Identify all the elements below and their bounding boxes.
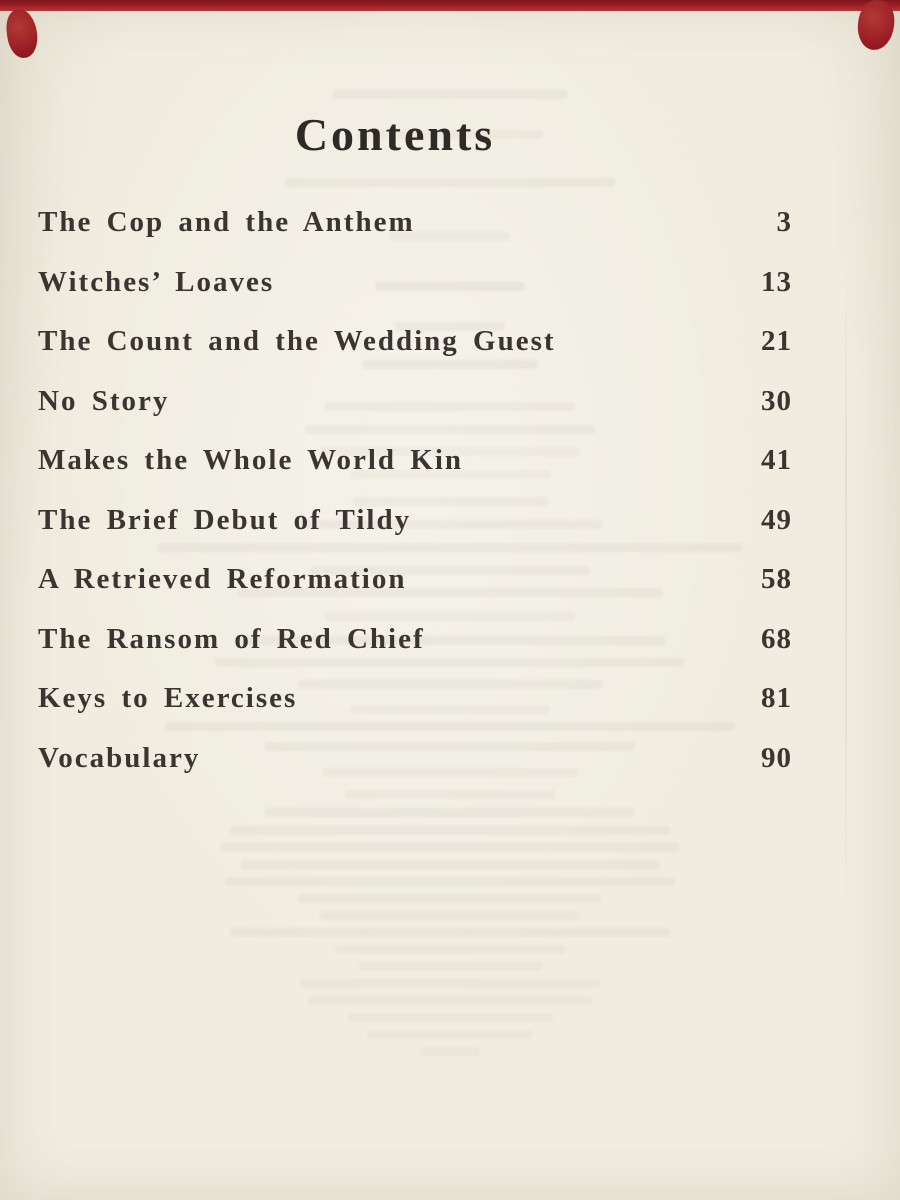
toc-entry-title: The Brief Debut of Tildy [38, 503, 412, 536]
red-cover-corner-left [4, 7, 40, 59]
toc-entry-page: 58 [761, 563, 792, 595]
bleedthrough-line [298, 894, 603, 903]
bleedthrough-line [320, 911, 580, 920]
toc-entry-title: Makes the Whole World Kin [38, 444, 464, 476]
toc-entry-page: 13 [761, 265, 792, 298]
bleedthrough-line [240, 860, 660, 869]
toc-row [38, 266, 792, 326]
bleedthrough-line [230, 826, 670, 835]
bleedthrough-line [368, 1030, 533, 1039]
bleedthrough-line [285, 178, 615, 187]
paper-crease [845, 260, 847, 940]
toc-entry-title: The Count and the Wedding Guest [38, 325, 556, 357]
bleedthrough-line [300, 979, 600, 988]
toc-row [38, 742, 792, 802]
bleedthrough-line [225, 877, 675, 886]
toc-entry-title: A Retrieved Reformation [38, 563, 407, 595]
bleedthrough-line [333, 90, 568, 99]
toc-row [38, 385, 792, 445]
toc-row [38, 504, 792, 564]
toc-entry-title: Vocabulary [38, 741, 201, 774]
toc-row [38, 206, 792, 266]
toc-row [38, 444, 792, 504]
toc-entry-page: 41 [761, 444, 792, 476]
red-cover-edge-top [0, 0, 900, 11]
table-of-contents [38, 206, 792, 801]
bleedthrough-line [265, 808, 635, 817]
toc-entry-page: 49 [761, 503, 792, 536]
bleedthrough-line [308, 996, 593, 1005]
toc-entry-title: No Story [38, 384, 170, 417]
toc-entry-page: 81 [761, 682, 792, 714]
toc-entry-page: 3 [776, 206, 792, 238]
toc-entry-page: 30 [761, 384, 792, 417]
red-cover-corner-right [856, 0, 896, 51]
toc-row [38, 325, 792, 385]
toc-row [38, 623, 792, 683]
page-title: Contents [294, 109, 496, 160]
bleedthrough-line [420, 1047, 480, 1056]
bleedthrough-line [358, 962, 543, 971]
toc-entry-page: 90 [761, 741, 792, 774]
toc-entry-page: 68 [761, 622, 792, 655]
toc-entry-title: The Cop and the Anthem [38, 206, 415, 238]
toc-entry-page: 21 [761, 325, 792, 357]
toc-entry-title: The Ransom of Red Chief [38, 622, 425, 655]
bleedthrough-line [335, 945, 565, 954]
toc-entry-title: Keys to Exercises [38, 682, 298, 714]
bleedthrough-line [220, 843, 680, 852]
bleedthrough-line [230, 928, 670, 937]
bleedthrough-line [348, 1013, 553, 1022]
toc-row [38, 563, 792, 623]
toc-entry-title: Witches’ Loaves [38, 265, 275, 298]
toc-row [38, 682, 792, 742]
